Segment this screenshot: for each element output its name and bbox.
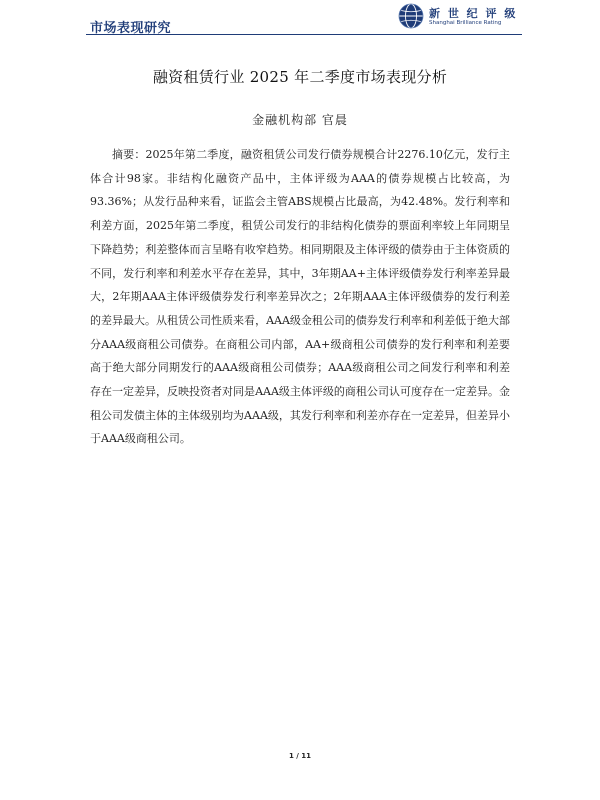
header-divider [86, 34, 522, 35]
section-label: 市场表现研究 [90, 21, 172, 36]
document-title: 融资租赁行业 2025 年二季度市场表现分析 [152, 68, 448, 86]
page-header [0, 0, 600, 40]
logo-name-en: Shanghai Brilliance Rating [429, 20, 502, 26]
document-author: 金融机构部 官晨 [252, 113, 348, 127]
page-number: 1 / 11 [288, 752, 312, 760]
logo-name-cn: 新 世 纪 评 级 [429, 7, 518, 20]
globe-logo-icon [398, 3, 424, 29]
abstract-paragraph: 摘要：2025年第二季度，融资租赁公司发行债券规模合计2276.10亿元，发行主体合计98家。非结构化融资产品中，主体评级为AAA的债券规模占比较高，为93.36%；从发行品种来看，证监会主管ABS规模占比最高，为42.48%。发行利率和利差方面，2025年第二季度，租赁公司发行的非结构化债券的票面利率较上年同期呈下降趋势；利差整体而言呈略有收窄趋势。相同期限及主体评级的债券由于主体资质的不同，发行利率和利差水平存在差异，其中，3年期AA+主体评级债券发行利率差异最大，2年期AAA主体评级债券发行利率差异次之；2年期AAA主体评级债券的发行利差的差异最大。从租赁公司性质来看，AAA级金租公司的债券发行利率和利差低于绝大部分AAA级商租公司债券。在商租公司内部，AA+级商租公司债券的发行利率和利差要高于绝大部分同期发行的AAA级商租公司债券；AAA级商租公司之间发行利率和利差存在一定差异，反映投资者对同是AAA级主体评级的商租公司认可度存在一定差异。金租公司发债主体的主体级别均为AAA级，其发行利率和利差亦存在一定差异，但差异小于AAA级商租公司。 [90, 148, 510, 446]
brand-logo [398, 3, 518, 33]
